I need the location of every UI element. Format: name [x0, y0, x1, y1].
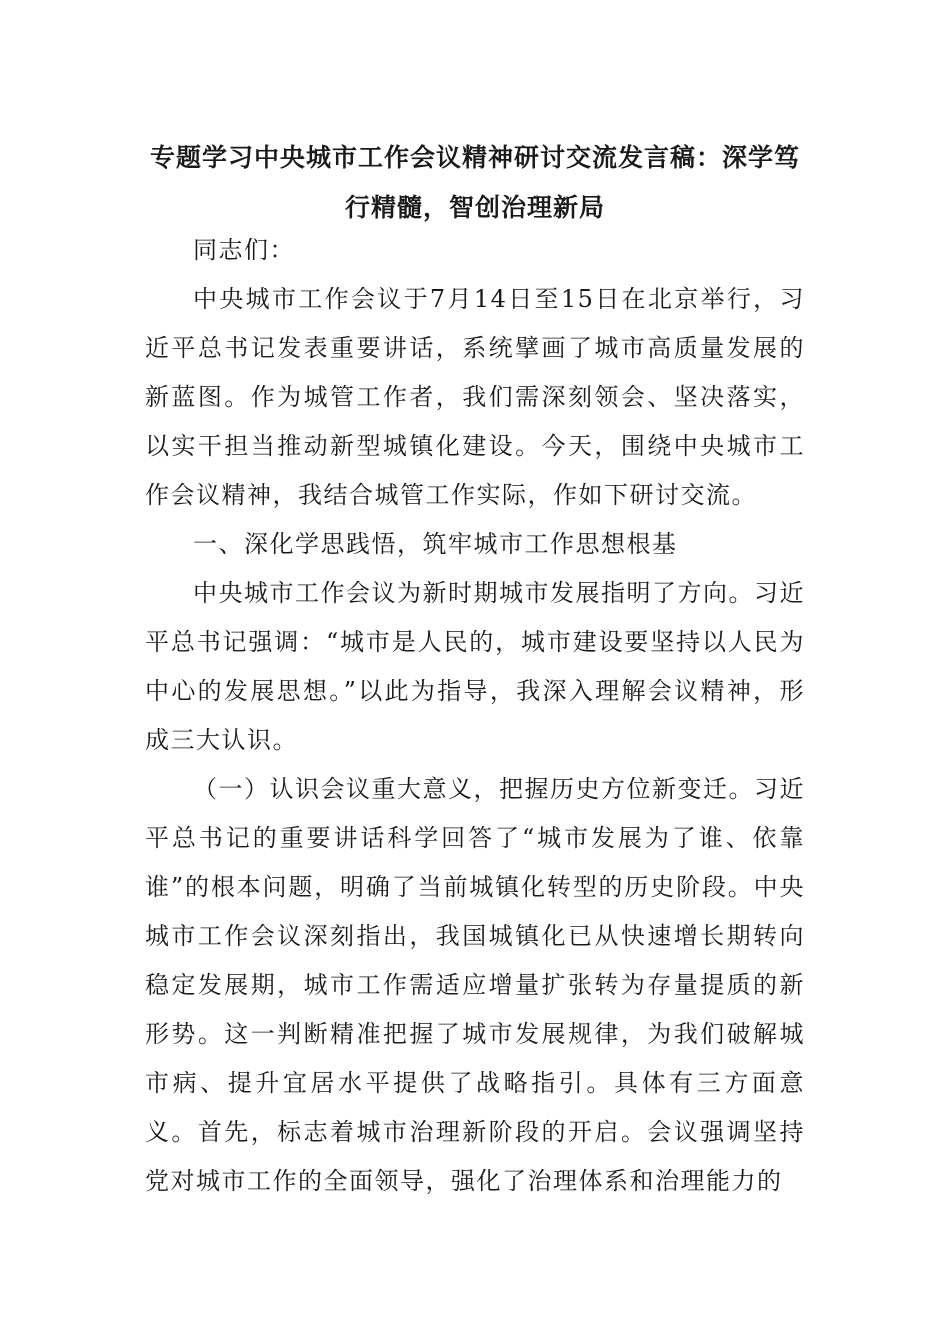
paragraph-section-1: 中央城市工作会议为新时期城市发展指明了方向。习近平总书记强调：“城市是人民的，城市建设要坚持以人民为中心的发展思想。”以此为指导，我深入理解会议精神，形成三大认识。: [145, 579, 805, 754]
document-body: [145, 226, 805, 1206]
salutation: 同志们：: [193, 236, 295, 264]
paragraph-intro: 中央城市工作会议于7月14日至15日在北京举行，习近平总书记发表重要讲话，系统擘画了城市高质量发展的新蓝图。作为城管工作者，我们需深刻领会、坚决落实，以实干担当推动新型城镇化建设。今天，围绕中央城市工作会议精神，我结合城管工作实际，作如下研讨交流。: [145, 285, 805, 509]
document-title: 专题学习中央城市工作会议精神研讨交流发言稿：深学笃行精髓，智创治理新局: [149, 143, 800, 222]
section-heading-1: 一、深化学思践悟，筑牢城市工作思想根基: [193, 530, 678, 558]
paragraph-subsection-1: （一）认识会议重大意义，把握历史方位新变迁。习近平总书记的重要讲话科学回答了“城市发展为了谁、依靠谁”的根本问题，明确了当前城镇化转型的历史阶段。中央城市工作会议深刻指出，我国城镇化已从快速增长期转向稳定发展期，城市工作需适应增量扩张转为存量提质的新形势。这一判断精准把握了城市发展规律，为我们破解城市病、提升宜居水平提供了战略指引。具体有三方面意义。首先，标志着城市治理新阶段的开启。会议强调坚持党对城市工作的全面领导，强化了治理体系和治理能力的: [145, 775, 805, 1195]
